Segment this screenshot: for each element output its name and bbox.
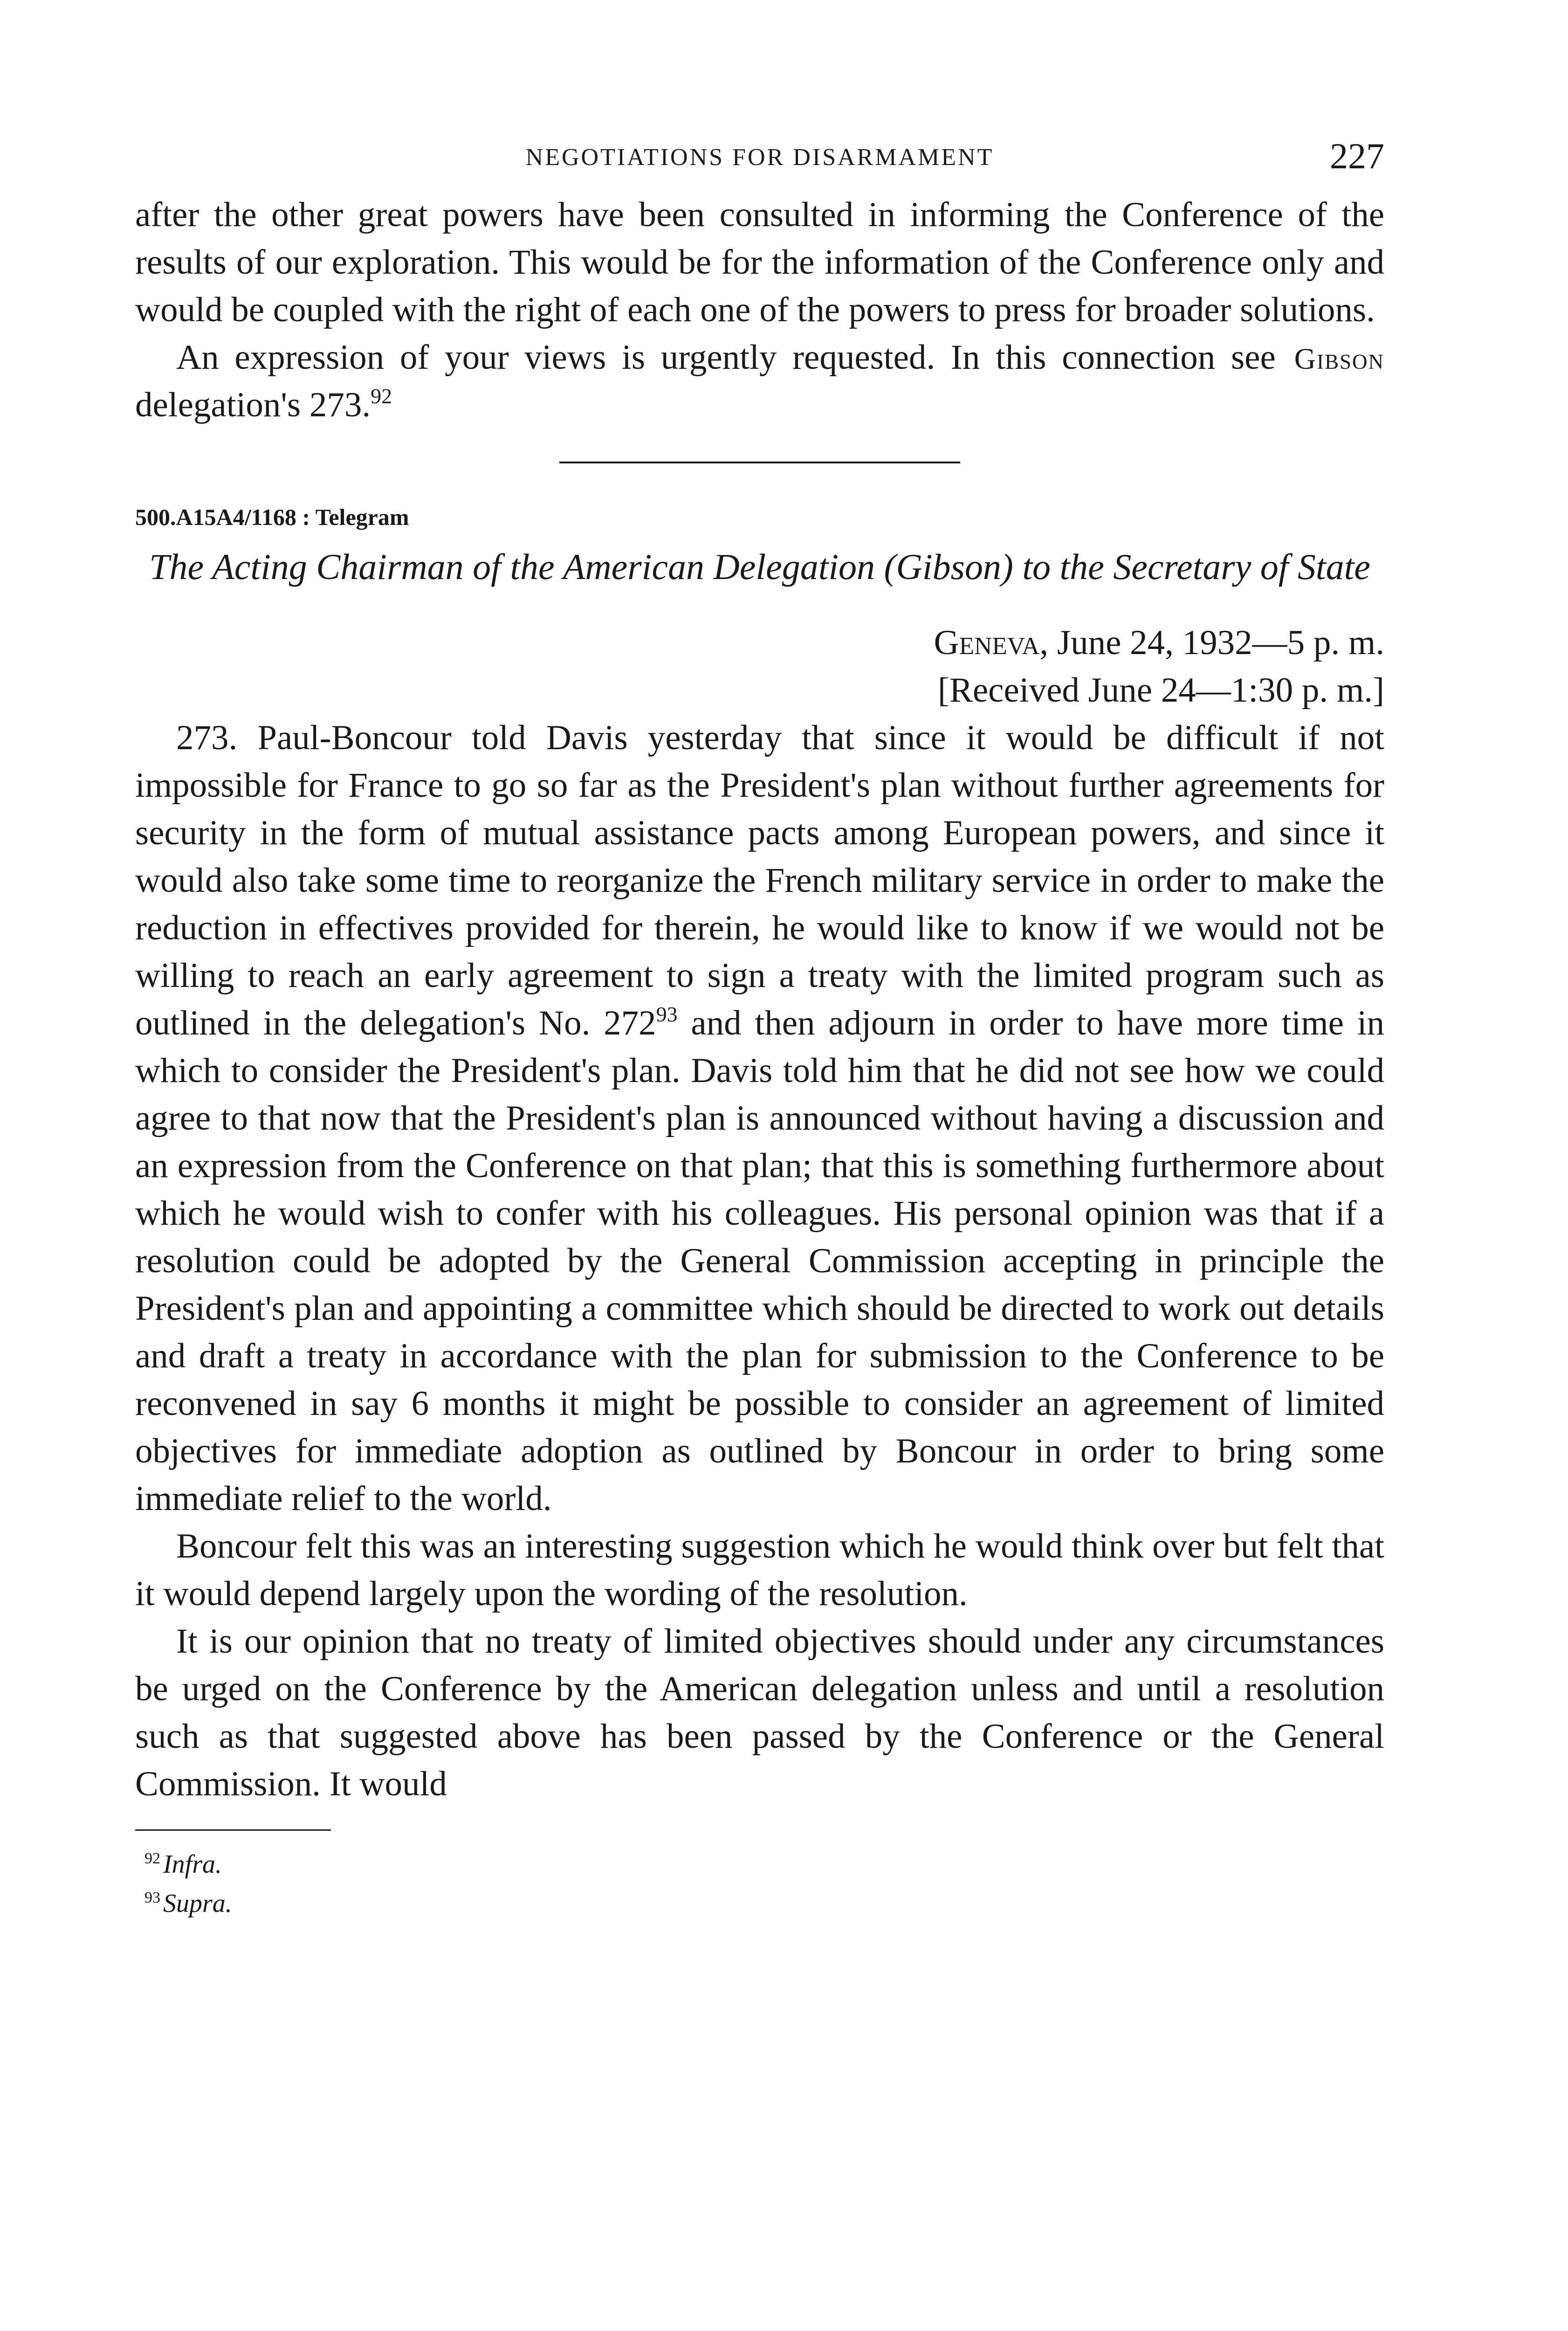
continued-paragraph-2 xyxy=(135,334,1276,429)
footnote-mark: 93 xyxy=(144,1889,160,1906)
body-paragraph-2: Boncour felt this was an interesting suggestion which he would think over but felt that it would depend largely upon the wording of the resolution. xyxy=(135,1527,1384,1613)
footnote-ref-93[interactable]: 93 xyxy=(656,1002,678,1026)
running-head xyxy=(135,135,1384,191)
continued-paragraph-1: after the other great powers have been consulted in informing the Conference of the results of our exploration. This would be for the information of the Conference only and would be coupled with the right of each one of the powers to press for broader solutions. xyxy=(135,195,1384,329)
page-number: 227 xyxy=(1330,136,1384,176)
footnote-ref-92[interactable]: 92 xyxy=(371,384,392,408)
body-paragraph-1-part-a: 273. Paul-Boncour told Davis yesterday that since it would be difficult if not impossible for France to go so far as the President's plan without further agreements for security in the form of mutual assistance pacts among European powers, and since it would also take some time to reorganize the French military service in order to make the reduction in effectives provided for therein, he would like to know if we would not be willing to reach an early agreement to sign a treaty with the limited program such as outlined in the delegation's No. 272 xyxy=(135,718,1384,1042)
signature: Gibson xyxy=(1294,342,1384,375)
footnote-text: Infra. xyxy=(163,1850,222,1879)
running-title: NEGOTIATIONS FOR DISARMAMENT xyxy=(525,144,994,171)
dateline-date: , June 24, 1932—5 p. m. xyxy=(1039,623,1384,662)
body-paragraph-1 xyxy=(135,714,1384,1523)
page xyxy=(135,135,1384,1920)
footnote-divider xyxy=(135,1829,331,1831)
dateline xyxy=(135,619,1384,667)
footnote-93 xyxy=(135,1881,1384,1920)
document-title: The Acting Chairman of the American Delegation (Gibson) to the Secretary of State xyxy=(149,546,1370,587)
file-reference: 500.A15A4/1168 : Telegram xyxy=(135,504,409,530)
dateline-place: Geneva xyxy=(934,623,1040,662)
body-paragraph-3: It is our opinion that no treaty of limited objectives should under any circumstances be urged on the Conference by the American delegation unless and until a resolution such as that suggested above has been passed by the Conference or the General Commission. It would xyxy=(135,1622,1384,1803)
footnote-92 xyxy=(135,1842,1384,1881)
continued-paragraph-2-text: An expression of your views is urgently requested. In this connection see delegation's 273. xyxy=(135,338,1276,424)
footnote-text: Supra. xyxy=(163,1889,232,1918)
received-line: [Received June 24—1:30 p. m.] xyxy=(937,671,1384,710)
footnote-mark: 92 xyxy=(144,1850,160,1867)
body-paragraph-1-part-b: and then adjourn in order to have more time in which to consider the President's plan. Davis told him that he did not see how we could agree to that now that the President's plan is announced without having a discussion and an expression from the Conference on that plan; that this is something furthermore about which he would wish to confer with his colleagues. His personal opinion was that if a resolution could be adopted by the General Commission accepting in principle the President's plan and appointing a committee which should be directed to work out details and draft a treaty in accordance with the plan for submission to the Conference to be reconvened in say 6 months it might be possible to consider an agreement of limited objectives for immediate adoption as outlined by Boncour in order to bring some immediate relief to the world. xyxy=(135,1004,1384,1518)
section-divider xyxy=(559,462,960,463)
continued-closing-line xyxy=(135,334,1384,429)
